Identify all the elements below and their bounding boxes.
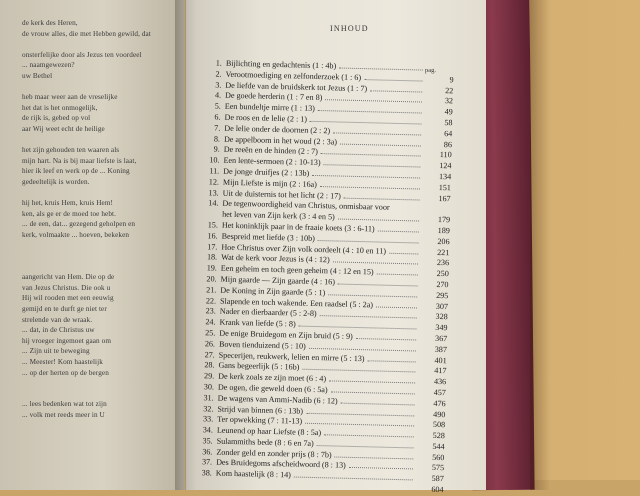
toc-entry-page: 22 bbox=[445, 85, 454, 95]
toc-entry-number: 7. bbox=[214, 123, 221, 133]
toc-entry-title: De enige Bruidegom en Zijn bruid (5 : 9) bbox=[219, 328, 353, 341]
toc-entry-title: Een bundeltje mirre (1 : 13) bbox=[224, 101, 316, 114]
toc-entry-page: 528 bbox=[432, 430, 445, 441]
toc-entry-title: Boven tienduizend (5 : 10) bbox=[218, 339, 306, 351]
toc-entry-number: 14. bbox=[208, 198, 219, 208]
toc-entry-page: 206 bbox=[437, 236, 450, 246]
toc-entry-number: 34. bbox=[202, 425, 214, 435]
toc-leader-dots bbox=[310, 121, 422, 125]
toc-leader-dots bbox=[370, 90, 422, 92]
toc-entry-page: 307 bbox=[435, 301, 449, 311]
toc-entry-number: 24. bbox=[205, 317, 216, 327]
left-page-line: aangericht van Hem. Die op de bbox=[22, 273, 115, 282]
left-page-line: ken, als ge er de moed toe hebt. bbox=[22, 209, 117, 218]
toc-final-page-number: 604 bbox=[431, 484, 444, 495]
left-page-line: hier ik leef en werk op de ... Koning bbox=[22, 167, 130, 176]
toc-leader-dots bbox=[294, 477, 413, 481]
toc-entry-page: 9 bbox=[449, 74, 454, 85]
toc-leader-dots bbox=[389, 252, 418, 254]
toc-entry-number: 8. bbox=[213, 134, 221, 144]
toc-entry-page: 457 bbox=[433, 387, 447, 398]
toc-leader-dots bbox=[328, 294, 417, 297]
toc-entry-title: De liefde van de bruidskerk tot Jezus (1 : 7) bbox=[225, 80, 368, 93]
toc-entry-title: Het koninklijk paar in de fraaie koets (3 : 6-11) bbox=[221, 220, 375, 234]
toc-leader-dots bbox=[317, 445, 414, 448]
toc-entry-number: 33. bbox=[202, 414, 214, 424]
toc-entry-page: 58 bbox=[444, 118, 453, 128]
toc-leader-dots bbox=[356, 338, 416, 340]
toc-entry-page bbox=[390, 210, 418, 211]
toc-entry-number: 17. bbox=[207, 241, 218, 252]
left-page-line: ... de een, dat... gezegend geholpen en bbox=[22, 220, 136, 229]
toc-entry-page: 270 bbox=[436, 279, 449, 290]
toc-entry-page: 367 bbox=[434, 333, 448, 344]
toc-leader-dots bbox=[376, 306, 417, 308]
toc-leader-dots bbox=[320, 186, 420, 189]
toc-leader-dots bbox=[324, 164, 421, 167]
toc-entry-number: 1. bbox=[215, 58, 222, 68]
toc-entry-title: Een lente-sermoen (2 : 10-13) bbox=[223, 155, 321, 168]
toc-leader-dots bbox=[321, 153, 421, 156]
toc-leader-dots bbox=[305, 423, 414, 427]
left-page-line bbox=[22, 188, 182, 199]
left-page-line: hij het, kruis Hem, kruis Hem! bbox=[22, 199, 114, 208]
toc-leader-dots bbox=[325, 100, 422, 103]
toc-entry-number: 35. bbox=[202, 436, 213, 446]
toc-entry-number: 18. bbox=[206, 252, 218, 262]
table-of-contents bbox=[185, 58, 453, 496]
toc-entry-number: 38. bbox=[201, 468, 212, 478]
toc-entry-title: De goede herderin (1 : 7 en 8) bbox=[224, 91, 323, 103]
left-page-line: ... dat, in de Christus uw bbox=[22, 326, 95, 335]
toc-leader-dots bbox=[338, 219, 419, 222]
toc-leader-dots bbox=[324, 434, 414, 437]
toc-leader-dots bbox=[299, 326, 417, 330]
toc-entry-title: De reeën en de hinden (2 : 7) bbox=[223, 145, 319, 157]
toc-entry-page: 490 bbox=[433, 409, 446, 419]
left-page-line: ... volk met reeds meer in U bbox=[22, 410, 105, 419]
toc-entry-title: Zonder geld en zonder prijs (8 : 7b) bbox=[216, 447, 332, 460]
toc-entry-title: Wat de kerk voor Jezus is (4 : 12) bbox=[221, 253, 330, 265]
toc-entry-title: De tegenwoordigheid van Christus, onmisbaar voor bbox=[222, 199, 390, 213]
left-page-line bbox=[22, 378, 182, 389]
toc-entry-page: 476 bbox=[433, 398, 446, 408]
toc-entry-number: 36. bbox=[202, 446, 213, 457]
toc-entry-title: Des Bruidegoms afscheidwoord (8 : 13) bbox=[216, 458, 346, 471]
toc-leader-dots bbox=[320, 315, 417, 318]
left-page-text bbox=[22, 18, 182, 421]
toc-leader-dots bbox=[378, 230, 419, 232]
toc-entry-number: 29. bbox=[204, 371, 215, 381]
toc-entry-number: 28. bbox=[204, 360, 215, 370]
toc-entry-page: 328 bbox=[435, 312, 448, 322]
toc-entry-number: 3. bbox=[215, 80, 222, 90]
left-page-line: het zijn gehouden ten waaren als bbox=[22, 146, 120, 155]
left-page-line: Hij wil rooden met een eeuwig bbox=[22, 294, 114, 303]
toc-entry-page: 49 bbox=[444, 107, 453, 117]
toc-entry-page: 64 bbox=[444, 128, 453, 139]
left-page-line: mijn hart. Na is bij maar liefste is laat, bbox=[22, 156, 137, 165]
toc-entry-title: Mijn gaarde — Zijn gaarde (4 : 16) bbox=[220, 274, 336, 287]
toc-entry-title: Slapende en toch wakende. Een raadsel (5 : 2a) bbox=[219, 296, 374, 309]
toc-leader-dots bbox=[318, 240, 419, 243]
toc-entry-number: 21. bbox=[206, 285, 217, 295]
left-page-line: hij vroeger ingemoet gaan om bbox=[22, 336, 112, 345]
toc-entry-page: 32 bbox=[444, 96, 454, 106]
toc-leader-dots bbox=[329, 380, 415, 383]
toc-entry-page: 436 bbox=[433, 377, 447, 387]
toc-leader-dots bbox=[340, 143, 421, 146]
toc-entry-number: 30. bbox=[203, 382, 215, 392]
toc-leader-dots bbox=[302, 369, 415, 373]
toc-entry-title: Bijlichting en gedachtenis (1 : 4b) bbox=[225, 58, 337, 71]
left-page-line bbox=[22, 251, 182, 262]
toc-entry-title: Sulammiths bede (8 : 6 en 7a) bbox=[216, 436, 314, 448]
toc-entry-page: 151 bbox=[438, 182, 452, 193]
toc-entry-title: Leunend op haar Liefste (8 : 5a) bbox=[216, 425, 322, 438]
left-page-line: gedeeltelijk is worden. bbox=[22, 177, 90, 186]
left-page-line: uw Bethel bbox=[22, 71, 53, 80]
left-page-line: van Jezus Christus. Die ook u bbox=[22, 283, 111, 292]
toc-entry-number: 37. bbox=[201, 457, 213, 467]
toc-entry-page bbox=[426, 71, 454, 72]
toc-entry-title: Uit de duisternis tot het licht (2 : 17) bbox=[222, 188, 342, 201]
toc-entry-page: 587 bbox=[431, 474, 444, 484]
left-page-line: strelende van de wraak. bbox=[22, 315, 93, 324]
toc-entry-number: 13. bbox=[208, 187, 219, 198]
toc-entry-page: 167 bbox=[438, 193, 451, 203]
toc-entry-page: 221 bbox=[437, 247, 450, 257]
toc-entry-page: 189 bbox=[437, 225, 450, 236]
toc-entry-page: 134 bbox=[438, 171, 452, 182]
toc-entry-page: 236 bbox=[436, 258, 450, 268]
page-heading: INHOUD bbox=[330, 24, 369, 33]
toc-entry-number: 15. bbox=[207, 220, 219, 230]
left-page-line bbox=[22, 389, 182, 400]
toc-entry-title: De appelboom in het woud (2 : 3a) bbox=[223, 134, 338, 147]
toc-leader-dots bbox=[338, 283, 418, 286]
toc-entry-page: 295 bbox=[436, 290, 449, 300]
toc-leader-dots bbox=[344, 197, 420, 200]
toc-entry-number: 25. bbox=[205, 328, 216, 338]
left-page-line bbox=[22, 240, 182, 251]
toc-entry-number: 9. bbox=[213, 144, 220, 154]
toc-entry-page: 349 bbox=[435, 323, 448, 333]
left-page-line: ... op der herten op de bergen bbox=[22, 368, 109, 377]
toc-entry-page: 401 bbox=[434, 355, 447, 365]
left-page-line: kerk, volmaakte ... hoeven, bekeken bbox=[22, 230, 130, 239]
toc-leader-dots bbox=[333, 132, 421, 135]
toc-entry-page: 575 bbox=[431, 463, 445, 473]
toc-entry-title: Gans begeerlijk (5 : 16b) bbox=[218, 360, 300, 372]
toc-entry-title: Een geheim en toch geen geheim (4 : 12 en 15) bbox=[220, 263, 374, 277]
toc-leader-dots bbox=[377, 274, 418, 276]
toc-entry-page: 508 bbox=[432, 420, 446, 430]
toc-entry-title: Kom haastelijk (8 : 14) bbox=[215, 468, 292, 480]
toc-entry-title: Verootmoediging en zelfonderzoek (1 : 6) bbox=[225, 69, 362, 82]
toc-leader-dots bbox=[339, 68, 423, 71]
toc-entry-page: 560 bbox=[432, 452, 445, 462]
toc-entry-title: Specerijen, reukwerk, lelien en mirre (5 : 13) bbox=[218, 350, 365, 363]
left-page-line: ... naamgewezen? bbox=[22, 61, 75, 70]
toc-leader-dots bbox=[364, 79, 422, 81]
toc-leader-dots bbox=[341, 402, 415, 405]
left-page-line: onsterfelijke door als Jezus ten voordeel bbox=[22, 50, 142, 59]
toc-entry-page: 387 bbox=[434, 344, 448, 354]
toc-entry-title: Mijn Liefste is mijn (2 : 16a) bbox=[222, 177, 318, 189]
left-page-line bbox=[22, 39, 182, 50]
cover-shadow bbox=[530, 0, 550, 490]
toc-entry-number: 23. bbox=[205, 306, 216, 316]
toc-leader-dots bbox=[368, 360, 416, 362]
toc-entry-number: 12. bbox=[208, 177, 220, 187]
toc-entry-number: 31. bbox=[203, 392, 214, 403]
toc-leader-dots bbox=[333, 262, 418, 265]
toc-entry-title: De kerk zoals ze zijn moet (6 : 4) bbox=[218, 371, 327, 384]
left-page-line: ... lees bedenken wat tot zijn bbox=[22, 400, 107, 409]
left-page-line: het dat is het onmogelijk, bbox=[22, 103, 98, 112]
toc-entry-title: De Koning in Zijn gaarde (5 : 1) bbox=[220, 285, 326, 297]
toc-entry-title: De jonge druifjes (2 : 13b) bbox=[223, 166, 310, 178]
left-page-line: gemijd en te durft ge niet ter bbox=[22, 305, 107, 314]
toc-entry-title: het leven van Zijn kerk (3 : 4 en 5) bbox=[222, 209, 335, 222]
toc-leader-dots bbox=[331, 391, 415, 394]
toc-entry-number: 19. bbox=[206, 263, 217, 273]
toc-entry-page: 544 bbox=[432, 441, 445, 452]
toc-entry-title: Nader en dierbaarder (5 : 2-8) bbox=[219, 306, 317, 319]
toc-entry-number: 11. bbox=[209, 166, 220, 176]
left-page-line: heb maar weer aan de vreselijke bbox=[22, 93, 118, 102]
left-page-line: de vrouw alles, die met Hebben gewild, dat bbox=[22, 29, 151, 38]
toc-entry-page: 179 bbox=[437, 215, 451, 225]
toc-entry-number: 4. bbox=[214, 90, 222, 101]
toc-leader-dots bbox=[318, 110, 422, 114]
left-page-line bbox=[22, 135, 182, 146]
toc-entry-title: De wagens van Ammi-Nadib (6 : 12) bbox=[217, 393, 338, 406]
toc-entry-number: 10. bbox=[209, 155, 220, 165]
toc-entry-number bbox=[192, 216, 222, 217]
toc-entry-number: 6. bbox=[214, 112, 221, 122]
toc-entry-page: 86 bbox=[443, 139, 453, 149]
toc-entry-title: Krank van liefde (5 : 8) bbox=[219, 317, 296, 329]
toc-entry-number: 16. bbox=[207, 231, 218, 241]
toc-entry-number: 20. bbox=[206, 274, 217, 284]
toc-entry-page: 250 bbox=[436, 269, 449, 279]
toc-entry-number: 2. bbox=[215, 69, 222, 79]
left-page-line bbox=[22, 262, 182, 273]
toc-leader-dots bbox=[312, 175, 420, 179]
toc-entry-title: Strijd van binnen (6 : 13b) bbox=[217, 404, 304, 416]
toc-entry-title: Hoe Christus over Zijn volk oordeelt (4 : 10 en 11) bbox=[221, 242, 387, 256]
toc-leader-dots bbox=[306, 412, 414, 416]
toc-entry-title: De roos en de lelie (2 : 1) bbox=[224, 112, 308, 124]
left-page-line: aar Wij weet echt de heilige bbox=[22, 124, 105, 133]
toc-entry-number: 26. bbox=[204, 339, 216, 349]
left-page-line: ... Meester! Kom haastelijk bbox=[22, 358, 103, 366]
toc-entry-number: 22. bbox=[205, 295, 217, 306]
toc-entry-number: 32. bbox=[203, 403, 214, 414]
page-column-label: pag. bbox=[425, 67, 437, 74]
toc-entry-title: Ter opwekking (7 : 11-13) bbox=[217, 414, 303, 426]
toc-entry-number: 27. bbox=[204, 349, 215, 360]
toc-entry-number: 5. bbox=[214, 101, 221, 111]
left-page-line: de kerk des Heren, bbox=[22, 19, 78, 27]
toc-entry-page: 110 bbox=[439, 150, 452, 160]
toc-entry-title: De ogen, die geweld doen (6 : 5a) bbox=[217, 382, 328, 395]
toc-entry-title: Bespreid met liefde (3 : 10b) bbox=[221, 231, 316, 243]
left-page-line: de rijk is, gebed op vol bbox=[22, 114, 91, 123]
left-page-line bbox=[22, 82, 182, 93]
toc-leader-dots bbox=[349, 467, 413, 470]
toc-leader-dots bbox=[335, 456, 414, 459]
toc-entry-title: De lelie onder de doornen (2 : 2) bbox=[224, 123, 331, 136]
toc-entry-page: 124 bbox=[439, 161, 452, 171]
toc-entry-page: 417 bbox=[434, 366, 447, 376]
left-page-line: ... Zijn uit te beweging bbox=[22, 347, 90, 356]
toc-leader-dots bbox=[309, 348, 416, 352]
